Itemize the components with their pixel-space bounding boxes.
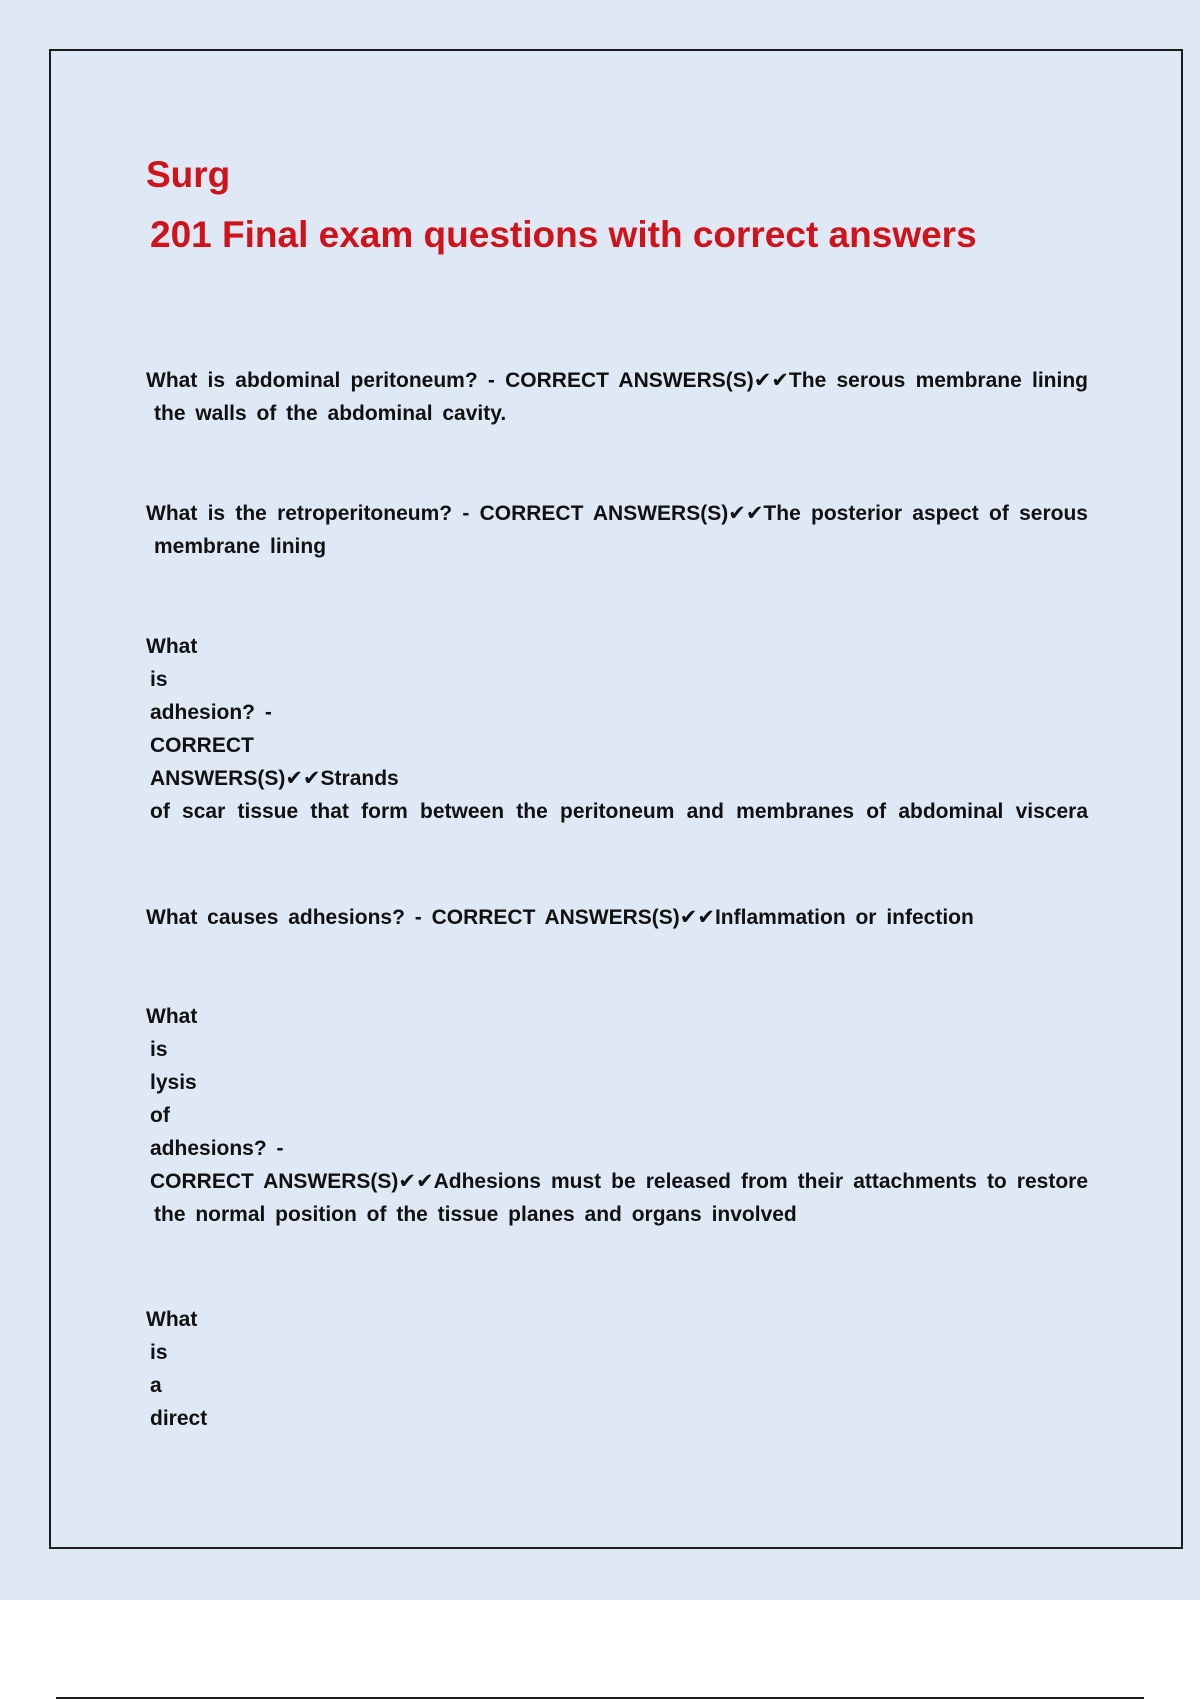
qa-line: What: [146, 1308, 198, 1331]
qa-line: What is the retroperitoneum? - CORRECT ANSWERS(S)✔✔The posterior aspect of serous: [146, 502, 1088, 525]
qa-line: adhesions? -: [150, 1137, 284, 1160]
qa-line: of: [150, 1104, 170, 1127]
qa-line: What: [146, 1005, 198, 1028]
qa-line: the normal position of the tissue planes and organs involved: [154, 1203, 797, 1226]
qa-item-lysis-of-adhesions: [146, 1000, 1088, 1231]
qa-item-abdominal-peritoneum: [146, 364, 1088, 430]
document-title-line-1: Surg: [146, 154, 231, 195]
qa-line: of scar tissue that form between the peritoneum and membranes of abdominal viscera: [150, 800, 1088, 823]
qa-line: the walls of the abdominal cavity.: [154, 402, 507, 425]
qa-line: direct: [150, 1407, 208, 1430]
qa-item-adhesion: [146, 630, 1088, 828]
qa-line: What: [146, 635, 198, 658]
qa-line: a: [150, 1374, 162, 1397]
qa-line: adhesion? -: [150, 701, 272, 724]
document-title-line-2: 201 Final exam questions with correct answers: [150, 214, 977, 255]
qa-line: What is abdominal peritoneum? - CORRECT ANSWERS(S)✔✔The serous membrane lining: [146, 369, 1088, 392]
qa-item-adhesion-causes: [146, 901, 1088, 934]
qa-line: ANSWERS(S)✔✔Strands: [150, 767, 399, 790]
qa-line: is: [150, 1038, 168, 1061]
footer-divider-line: [56, 1697, 1144, 1699]
qa-line: What causes adhesions? - CORRECT ANSWERS(S)✔✔Inflammation or infection: [146, 906, 974, 929]
qa-item-direct: [146, 1303, 1088, 1435]
qa-line: lysis: [150, 1071, 197, 1094]
qa-line: is: [150, 1341, 168, 1364]
qa-line: CORRECT ANSWERS(S)✔✔Adhesions must be released from their attachments to restore: [150, 1170, 1088, 1193]
qa-line: CORRECT: [150, 734, 254, 757]
qa-line: is: [150, 668, 168, 691]
qa-line: membrane lining: [154, 535, 327, 558]
qa-item-retroperitoneum: [146, 497, 1088, 563]
